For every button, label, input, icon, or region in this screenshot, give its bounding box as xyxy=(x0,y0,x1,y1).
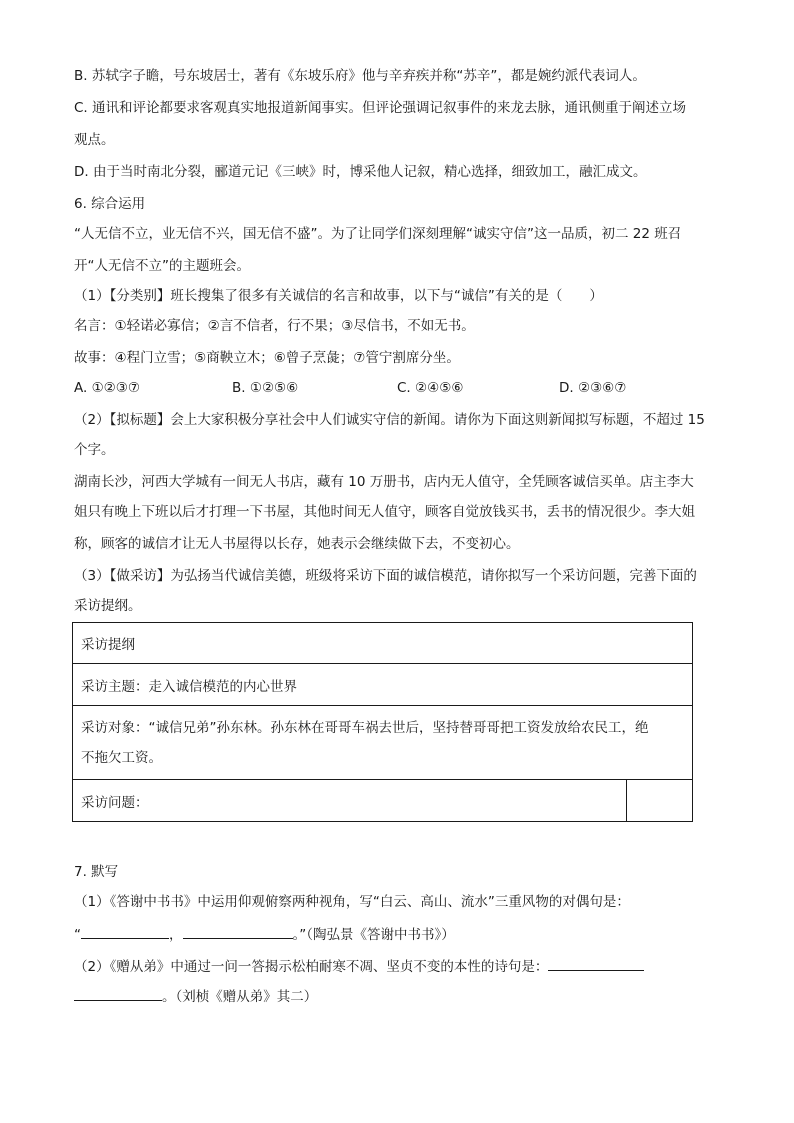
q6-intro-line2: 开“人无信不立”的主题班会。 xyxy=(74,258,250,274)
q5-option-c-line1: C. 通讯和评论都要求客观真实地报道新闻事实。但评论强调记叙事件的来龙去脉，通讯侧重于阐述立场 xyxy=(74,100,687,116)
table-theme-cell: 采访主题：走入诚信模范的内心世界 xyxy=(73,664,693,706)
fill-blank[interactable] xyxy=(548,956,644,971)
q5-option-b: B. 苏轼字子瞻，号东坡居士，著有《东坡乐府》他与辛弃疾并称“苏辛”，都是婉约派代表词人。 xyxy=(74,68,646,84)
table-answer-cell[interactable] xyxy=(626,780,692,822)
q6-heading: 6. 综合运用 xyxy=(74,196,146,212)
q7-part2-line1 xyxy=(74,956,644,977)
table-target-line2: 不拖欠工资。 xyxy=(81,749,162,766)
q6-choice-a: A. ①②③⑦ xyxy=(74,380,140,396)
q7-part2-citation: 。（刘桢《赠从弟》其二） xyxy=(162,989,318,1005)
fill-blank[interactable] xyxy=(81,924,169,939)
table-row xyxy=(73,623,693,664)
q6-part3-line1: （3）【做采访】为弘扬当代诚信美德，班级将采访下面的诚信模范，请你拟写一个采访问题，完善下面的 xyxy=(74,568,697,584)
q6-part3-line2: 采访提纲。 xyxy=(74,598,142,614)
q6-intro-line1: “人无信不立，业无信不兴，国无信不盛”。为了让同学们深刻理解“诚实守信”这一品质，初二 22 班召 xyxy=(74,226,682,242)
q7-part1-line2 xyxy=(74,924,455,945)
q6-part1-stories: 故事：④程门立雪；⑤商鞅立木；⑥曾子烹彘；⑦管宁割席分坐。 xyxy=(74,350,460,366)
q6-part2-line2: 个字。 xyxy=(74,442,115,458)
table-target-line1: 采访对象：“诚信兄弟”孙东林。孙东林在哥哥车祸去世后，坚持替哥哥把工资发放给农民工，绝 xyxy=(81,719,649,736)
q6-choice-c: C. ②④⑤⑥ xyxy=(397,380,464,396)
news-line2: 姐只有晚上下班以后才打理一下书屋，其他时间无人值守，顾客自觉放钱买书，丢书的情况很少。李大姐 xyxy=(74,504,695,520)
fill-blank[interactable] xyxy=(183,924,293,939)
close-citation: 。”（陶弘景《答谢中书书》） xyxy=(292,927,455,943)
comma: ， xyxy=(169,927,183,943)
q7-part2-line2 xyxy=(74,986,317,1007)
table-target-cell xyxy=(73,706,693,780)
table-row xyxy=(73,664,693,706)
q6-part2-line1: （2）【拟标题】会上大家积极分享社会中人们诚实守信的新闻。请你为下面这则新闻拟写标题，不超过 15 xyxy=(74,412,705,428)
interview-outline-table xyxy=(72,622,693,822)
fill-blank[interactable] xyxy=(74,986,162,1001)
q6-part1-sayings: 名言：①轻诺必寡信；②言不信者，行不果；③尽信书，不如无书。 xyxy=(74,318,475,334)
q6-choice-b: B. ①②⑤⑥ xyxy=(232,380,299,396)
table-header-cell: 采访提纲 xyxy=(73,623,693,664)
q7-part1-line1: （1）《答谢中书书》中运用仰观俯察两种视角，写“白云、高山、流水”三重风物的对偶句是： xyxy=(74,894,630,910)
table-row xyxy=(73,706,693,780)
q6-choice-d: D. ②③⑥⑦ xyxy=(559,380,627,396)
q7-heading: 7. 默写 xyxy=(74,864,119,880)
news-line3: 称，顾客的诚信才让无人书屋得以长存，她表示会继续做下去，不变初心。 xyxy=(74,536,520,552)
table-question-label-cell: 采访问题： xyxy=(73,780,627,822)
table-row xyxy=(73,780,693,822)
q5-option-d: D. 由于当时南北分裂，郦道元记《三峡》时，博采他人记叙，精心选择，细致加工，融汇成文。 xyxy=(74,164,647,180)
q7-part2-text: （2）《赠从弟》中通过一问一答揭示松柏耐寒不凋、坚贞不变的本性的诗句是： xyxy=(74,959,549,975)
q6-part1-question: （1）【分类别】班长搜集了很多有关诚信的名言和故事，以下与“诚信”有关的是（ ） xyxy=(74,288,603,304)
q5-option-c-line2: 观点。 xyxy=(74,132,115,148)
news-line1: 湖南长沙，河西大学城有一间无人书店，藏有 10 万册书，店内无人值守，全凭顾客诚信买单。店主李大 xyxy=(74,474,694,490)
open-quote: “ xyxy=(74,927,81,943)
